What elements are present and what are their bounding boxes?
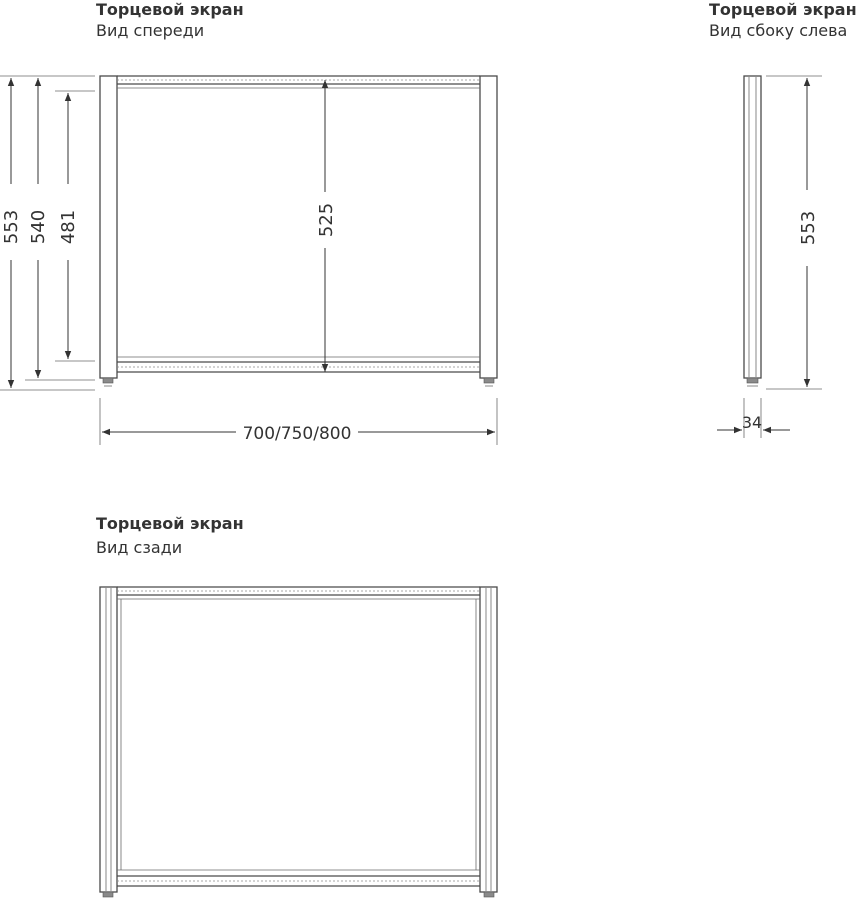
dim-front-total-height: 553 [1,209,22,245]
side-view-title: Торцевой экран [709,0,857,19]
front-right-foot [484,378,494,383]
front-dimensions [0,76,497,445]
back-view-subtitle: Вид сзади [96,538,183,557]
side-view-subtitle: Вид сбоку слева [709,21,848,40]
back-left-foot [103,892,113,897]
dim-front-frame-height: 540 [28,209,49,245]
side-post [744,76,761,378]
back-right-foot [484,892,494,897]
dim-front-width: 700/750/800 [242,424,352,444]
dim-front-panel-height: 481 [58,209,79,245]
back-left-post [100,587,117,892]
back-view-drawing [100,587,497,897]
front-left-post [100,76,117,378]
front-view-title: Торцевой экран [96,0,244,19]
dim-side-height: 553 [798,210,819,246]
side-foot [747,378,758,383]
front-view-subtitle: Вид спереди [96,21,205,40]
front-right-post [480,76,497,378]
side-dimensions [717,76,822,438]
dim-side-depth: 34 [741,413,763,432]
back-view-title: Торцевой экран [96,514,244,533]
front-view-drawing [100,76,497,386]
front-left-foot [103,378,113,383]
dim-front-inner-height: 525 [316,202,337,238]
back-right-post [480,587,497,892]
side-view-drawing [744,76,761,386]
